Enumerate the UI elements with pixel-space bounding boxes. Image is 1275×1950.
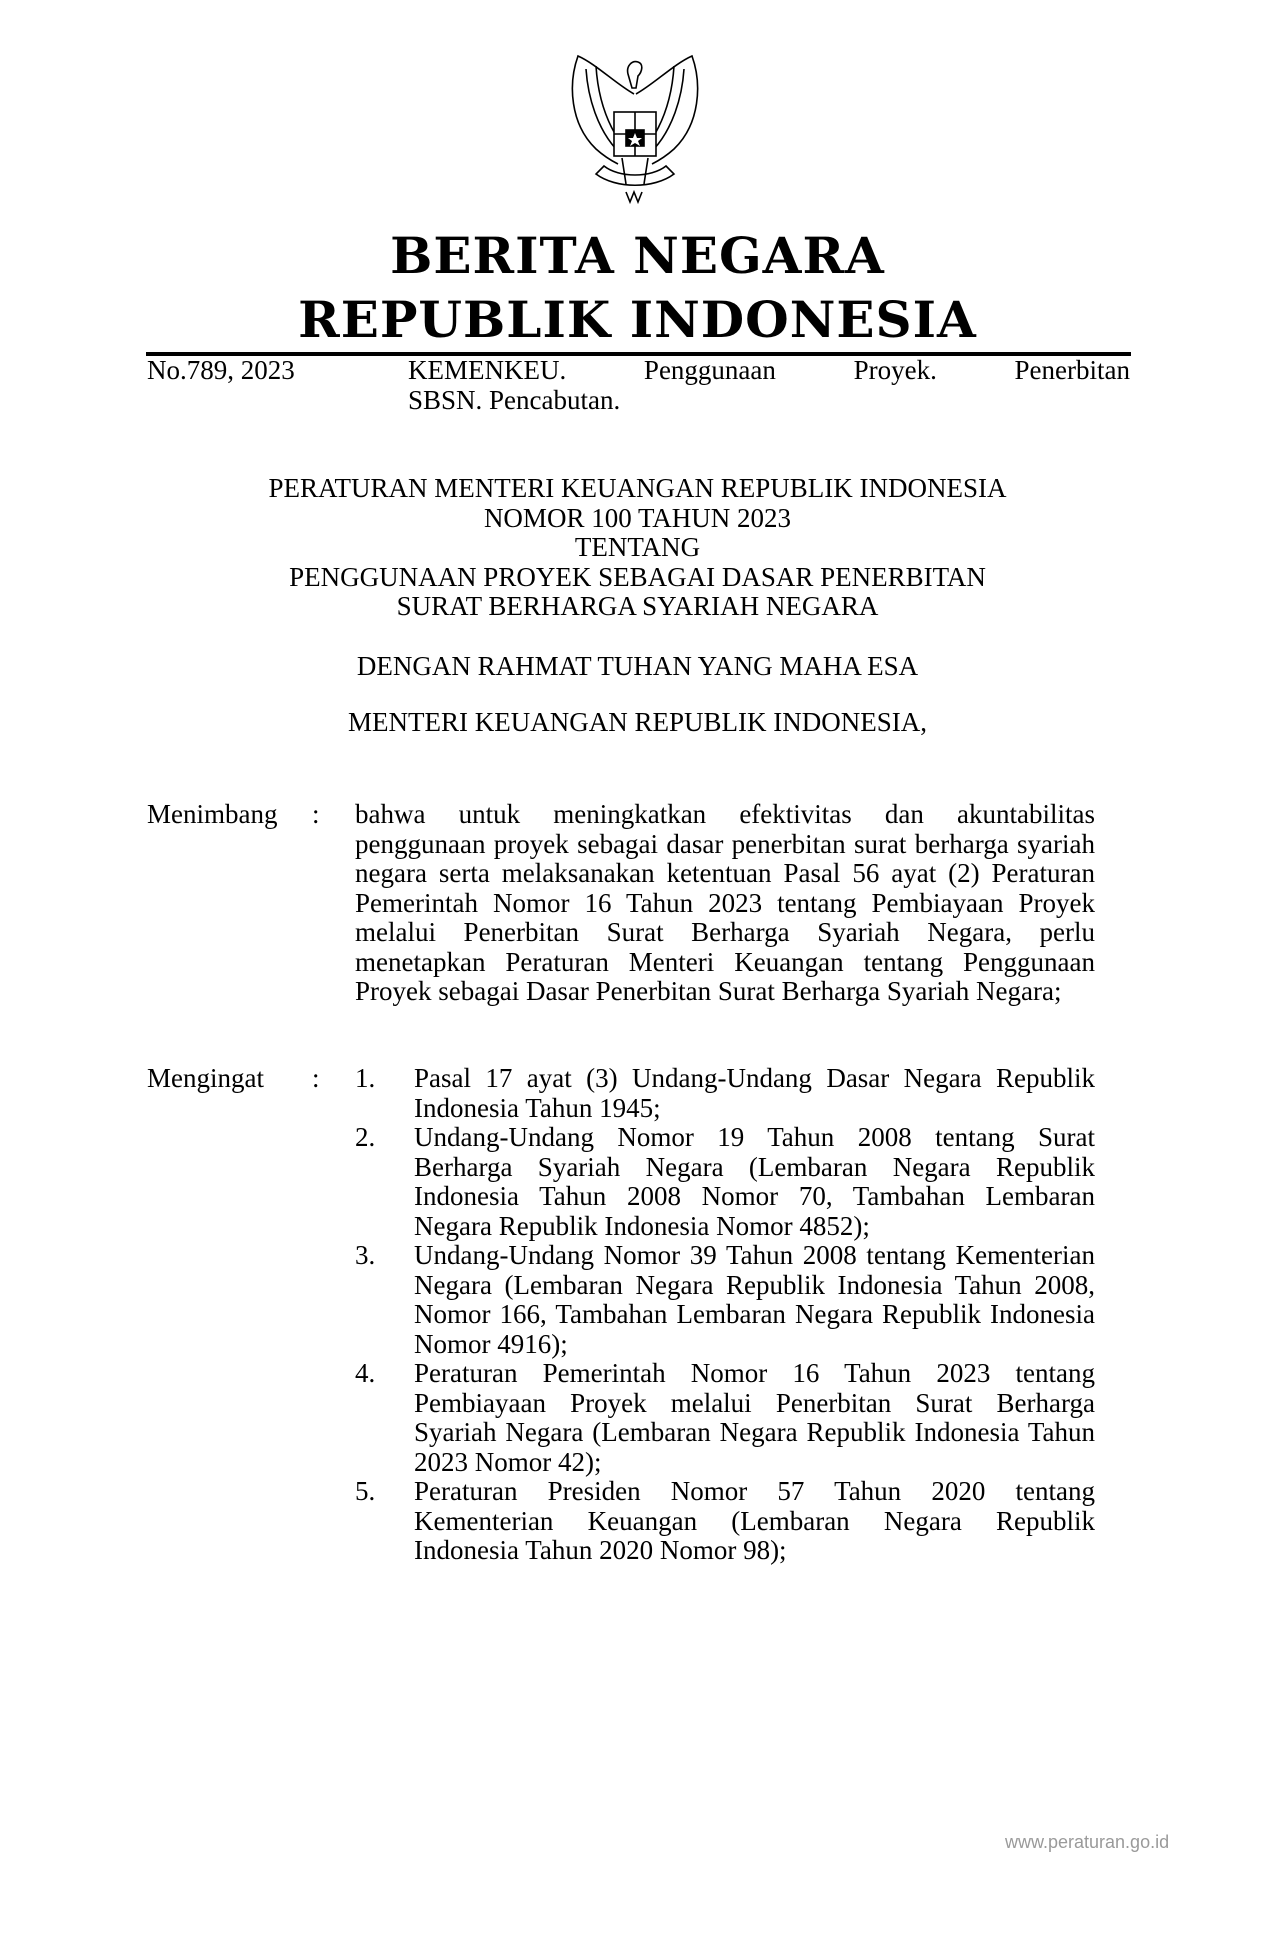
regulation-number: NOMOR 100 TAHUN 2023 <box>483 502 792 533</box>
regulation-title-line: TENTANG <box>574 532 701 562</box>
list-item-number: 4. <box>355 1358 376 1388</box>
list-item: Peraturan Pemerintah Nomor 16 Tahun 2023 tentang Pembiayaan Proyek melalui Penerbitan Surat Berharga Syariah Negara (Lembaran Negara Republik Indonesia Tahun 2023 Nomor 42); <box>414 1358 1095 1477</box>
mengingat-colon: : <box>312 1063 320 1093</box>
list-item-number: 2. <box>355 1122 376 1152</box>
list-item: Undang-Undang Nomor 19 Tahun 2008 tentang Surat Berharga Syariah Negara (Lembaran Negara Republik Indonesia Tahun 2008 Nomor 70, Tambahan Lembaran Negara Republik Indonesia Nomor 4852); <box>414 1122 1095 1241</box>
list-item: Pasal 17 ayat (3) Undang-Undang Dasar Negara Republik Indonesia Tahun 1945; <box>414 1063 1095 1123</box>
gazette-subject <box>408 356 1130 415</box>
menimbang-label: Menimbang <box>147 799 278 829</box>
gazette-title-line2: REPUBLIK INDONESIA <box>298 290 977 349</box>
regulation-title-line: PENGGUNAAN PROYEK SEBAGAI DASAR PENERBITAN <box>289 561 986 592</box>
menimbang-colon: : <box>312 799 320 829</box>
list-item-number: 5. <box>355 1476 376 1506</box>
list-item: Undang-Undang Nomor 39 Tahun 2008 tentang Kementerian Negara (Lembaran Negara Republik Indonesia Tahun 2008, Nomor 166, Tambahan Lembaran Negara Republik Indonesia Nomor 4916); <box>414 1240 1095 1359</box>
mengingat-label: Mengingat <box>147 1063 264 1093</box>
menimbang-text: bahwa untuk meningkatkan efektivitas dan akuntabilitas penggunaan proyek sebagai dasar penerbitan surat berharga syariah negara serta melaksanakan ketentuan Pasal 56 ayat (2) Peraturan Pemerintah Nomor 16 Tahun 2023 tentang Pembiayaan Proyek melalui Penerbitan Surat Berharga Syariah Negara, perlu menetapkan Peraturan Menteri Keuangan tentang Penggunaan Proyek sebagai Dasar Penerbitan Surat Berharga Syariah Negara; <box>355 799 1095 1006</box>
regulation-title-line: PERATURAN MENTERI KEUANGAN REPUBLIK INDONESIA <box>268 473 1007 503</box>
regulation-title-line: SURAT BERHARGA SYARIAH NEGARA <box>396 591 879 621</box>
list-item-number: 3. <box>355 1240 376 1270</box>
gazette-subject-line2: SBSN. Pencabutan. <box>408 384 621 415</box>
footer-watermark-link[interactable]: www.peraturan.go.id <box>1005 1832 1170 1852</box>
list-item-number: 1. <box>355 1063 376 1093</box>
gazette-number: No.789, 2023 <box>147 355 295 385</box>
list-item: Peraturan Presiden Nomor 57 Tahun 2020 tentang Kementerian Keuangan (Lembaran Negara Republik Indonesia Tahun 2020 Nomor 98); <box>414 1476 1095 1565</box>
regulation-title <box>0 474 1275 622</box>
gazette-subject-line1: KEMENKEU. Penggunaan Proyek. Penerbitan <box>408 355 1130 385</box>
issuer: MENTERI KEUANGAN REPUBLIK INDONESIA, <box>348 707 927 737</box>
gazette-title-line1: BERITA NEGARA <box>390 226 885 285</box>
garuda-emblem-icon <box>556 54 714 209</box>
invocation: DENGAN RAHMAT TUHAN YANG MAHA ESA <box>356 651 919 681</box>
